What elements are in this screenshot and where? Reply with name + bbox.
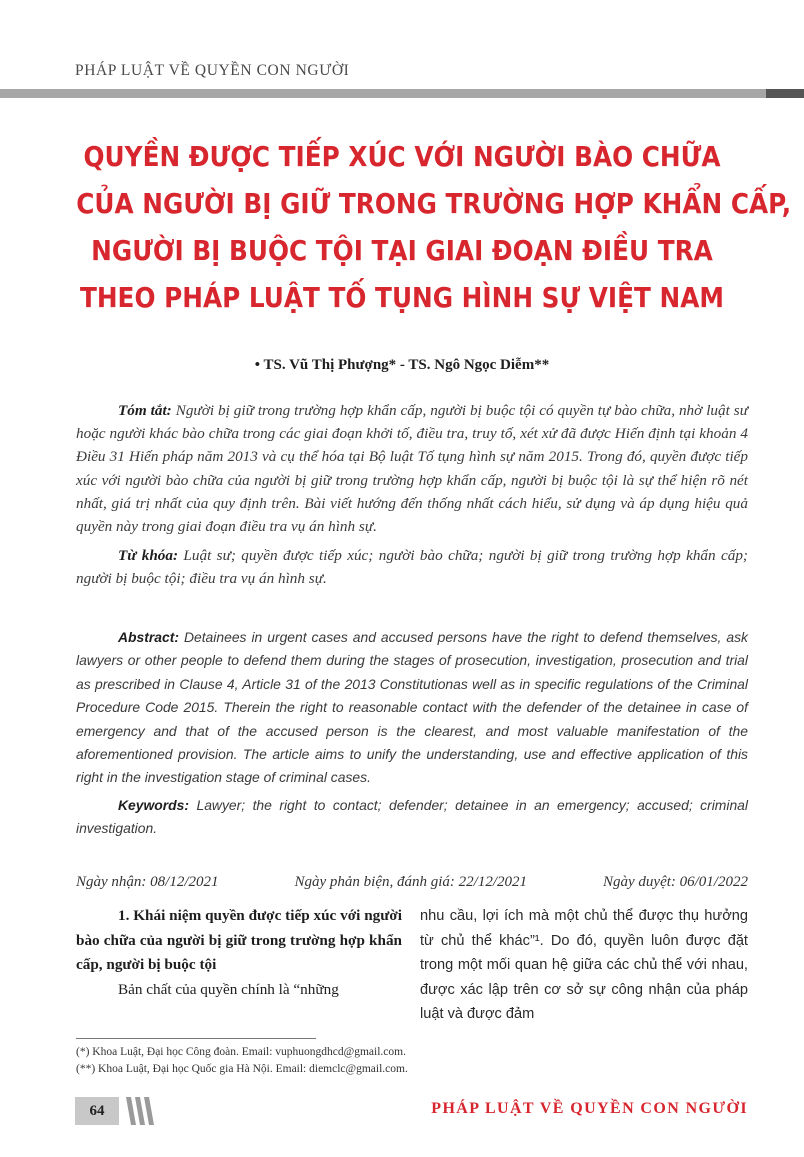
body-column-left — [76, 904, 402, 1002]
authors: • TS. Vũ Thị Phượng* - TS. Ngô Ngọc Diễm** — [254, 357, 550, 373]
article-title — [76, 134, 792, 322]
date-received: Ngày nhận: 08/12/2021 — [76, 874, 219, 890]
keywords-en-paragraph — [76, 794, 748, 841]
keywords-en-label: Keywords: — [118, 796, 190, 813]
footnote-divider — [76, 1038, 316, 1039]
header-bar — [0, 89, 804, 98]
footnotes — [76, 1044, 748, 1078]
vietnamese-abstract — [76, 399, 748, 597]
date-accepted: Ngày duyệt: 06/01/2022 — [603, 874, 748, 890]
footnote: (**) Khoa Luật, Đại học Quốc gia Hà Nội. Email: diemclc@gmail.com. — [76, 1063, 408, 1075]
keywords-vi-paragraph — [76, 544, 748, 590]
english-abstract — [76, 626, 748, 845]
abstract-paragraph — [76, 626, 748, 790]
header-bar-accent — [766, 89, 804, 98]
date-reviewed: Ngày phản biện, đánh giá: 22/12/2021 — [294, 874, 527, 890]
title-line: QUYỀN ĐƯỢC TIẾP XÚC VỚI NGƯỜI BÀO CHỮA — [83, 141, 721, 173]
summary-label: Tóm tắt: — [118, 402, 172, 419]
running-head: PHÁP LUẬT VỀ QUYỀN CON NGƯỜI — [75, 62, 350, 79]
body-paragraph: Bản chất của quyền chính là “những — [118, 980, 339, 998]
title-line: NGƯỜI BỊ BUỘC TỘI TẠI GIAI ĐOẠN ĐIỀU TRA — [91, 235, 713, 267]
keywords-vi-label: Từ khóa: — [118, 547, 179, 565]
section-heading: 1. Khái niệm quyền được tiếp xúc với người bào chữa của người bị giữ trong trường hợp khẩn cấp, người bị buộc tội — [76, 907, 402, 974]
summary-text: Người bị giữ trong trường hợp khẩn cấp, người bị buộc tội có quyền tự bào chữa, nhờ luật sư hoặc người khác bào chữa trong các giai đoạn khởi tố, điều tra, truy tố, xét xử đã được Hiến định tại khoản 4 Điều 31 Hiến pháp năm 2013 và cụ thể hóa tại Bộ luật Tố tụng hình sự năm 2015. Trong đó, quyền được tiếp xúc với người bào chữa của người bị giữ trong trường hợp khẩn cấp, người bị buộc tội là sự thể hiện rõ nét nhất, giá trị nhất của quy định trên. Bài viết hướng đến thống nhất cách hiểu, sử dụng và áp dụng hiệu quả quyền này trong giai đoạn điều tra vụ án hình sự. — [76, 402, 748, 536]
abstract-label: Abstract: — [118, 629, 179, 645]
title-line: CỦA NGƯỜI BỊ GIỮ TRONG TRƯỜNG HỢP KHẨN CẤP, — [76, 188, 792, 220]
abstract-text: Detainees in urgent cases and accused persons have the right to defend themselves, ask lawyers or other people to defend them during the stages of prosecution, investigation, prosecution and trial as prescribed in Clause 4, Article 31 of the 2013 Constitutionas well as in specific regulations of the Criminal Procedure Code 2015. Therein the right to reasonable contact with the defender of the detainee in case of emergency and that of the accused person is the clearest, and most valuable manifestation of the aforementioned provision. The article aims to unify the understanding, use and effective application of this right in the investigation stage of criminal cases. — [76, 629, 748, 786]
page-number: 64 — [75, 1097, 119, 1125]
article-dates — [76, 874, 748, 891]
footer-journal-title: PHÁP LUẬT VỀ QUYỀN CON NGƯỜI — [431, 1100, 748, 1117]
footnote: (*) Khoa Luật, Đại học Công đoàn. Email: vuphuongdhcd@gmail.com. — [76, 1046, 406, 1058]
keywords-en-text: Lawyer; the right to contact; defender; detainee in an emergency; accused; criminal investigation. — [76, 796, 748, 837]
body-column-right: nhu cầu, lợi ích mà một chủ thể được thụ hưởng từ chủ thể khác”¹. Do đó, quyền luôn được đặt trong một mối quan hệ giữa các chủ thể với nhau, được xác lập trên cơ sở sự công nhận của pháp luật và được đảm — [420, 908, 748, 1023]
keywords-vi-text: Luật sư; quyền được tiếp xúc; người bào chữa; người bị giữ trong trường hợp khẩn cấp; người bị buộc tội; điều tra vụ án hình sự. — [76, 547, 748, 588]
page-stripes-decoration — [124, 1097, 164, 1125]
title-line: THEO PHÁP LUẬT TỐ TỤNG HÌNH SỰ VIỆT NAM — [79, 282, 725, 314]
summary-paragraph — [76, 399, 748, 538]
